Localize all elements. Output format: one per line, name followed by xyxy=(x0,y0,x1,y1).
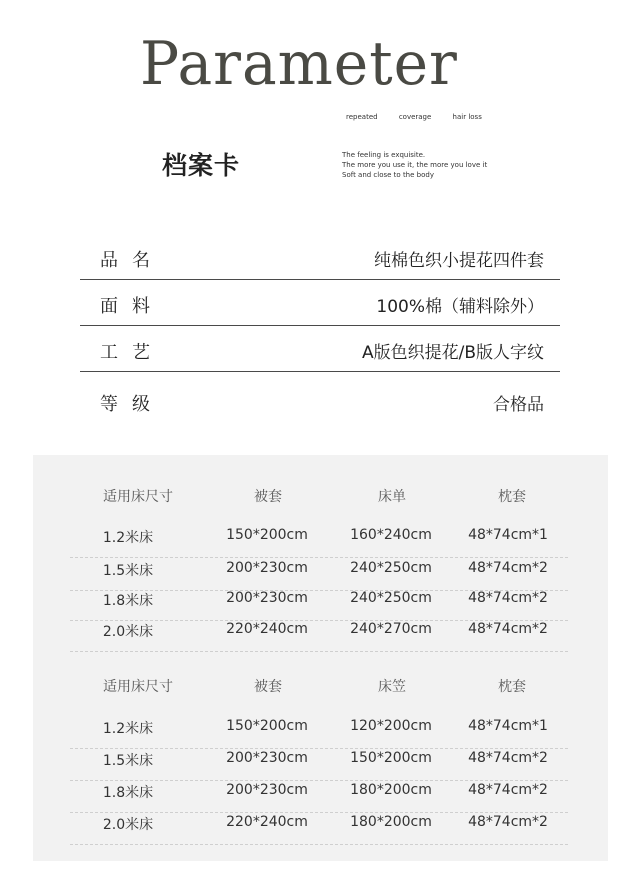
cell-bed-size: 1.5米床 xyxy=(102,563,154,579)
cell-pillowcase: 48*74cm*2 xyxy=(468,814,548,830)
cell-fitted-sheet: 120*200cm xyxy=(350,718,432,734)
spec-row-fabric xyxy=(80,280,560,326)
spec-value: A版色织提花/B版人字纹 xyxy=(361,343,544,363)
cell-duvet-cover: 200*230cm xyxy=(226,750,308,766)
tagline-line-1: The feeling is exquisite. xyxy=(342,151,426,159)
header-pillowcase: 枕套 xyxy=(498,679,526,695)
cell-bed-size: 1.2米床 xyxy=(102,530,154,546)
spec-row-craft xyxy=(80,326,560,372)
table-row xyxy=(70,560,568,591)
header-duvet-cover: 被套 xyxy=(254,679,282,695)
header-pillowcase: 枕套 xyxy=(498,489,526,505)
cell-pillowcase: 48*74cm*1 xyxy=(468,527,548,543)
cell-sheet: 240*250cm xyxy=(350,560,432,576)
table-row xyxy=(70,782,568,813)
cell-duvet-cover: 200*230cm xyxy=(226,590,308,606)
cell-bed-size: 1.8米床 xyxy=(102,593,154,609)
tagline-line-2: The more you use it, the more you love it xyxy=(342,161,488,169)
spec-row-grade xyxy=(80,378,560,424)
table-row xyxy=(70,621,568,652)
table-row xyxy=(70,718,568,749)
header-bed-size: 适用床尺寸 xyxy=(103,679,173,695)
tag-list xyxy=(346,113,501,121)
cell-duvet-cover: 200*230cm xyxy=(226,560,308,576)
table-header-row xyxy=(70,676,568,706)
table-row xyxy=(70,527,568,558)
header-sheet: 床单 xyxy=(378,489,406,505)
cell-pillowcase: 48*74cm*2 xyxy=(468,621,548,637)
tag-repeated: repeated xyxy=(346,113,378,121)
spec-row-product-name xyxy=(80,234,560,280)
cell-sheet: 160*240cm xyxy=(350,527,432,543)
page-subtitle: 档案卡 xyxy=(162,151,241,180)
spec-value: 合格品 xyxy=(493,395,544,415)
header-duvet-cover: 被套 xyxy=(254,489,282,505)
cell-duvet-cover: 220*240cm xyxy=(226,814,308,830)
cell-sheet: 240*270cm xyxy=(350,621,432,637)
spec-value: 纯棉色织小提花四件套 xyxy=(374,251,544,271)
cell-duvet-cover: 150*200cm xyxy=(226,718,308,734)
tag-coverage: coverage xyxy=(398,113,432,121)
table-header-row xyxy=(70,486,568,516)
cell-pillowcase: 48*74cm*1 xyxy=(468,718,548,734)
cell-duvet-cover: 150*200cm xyxy=(226,527,308,543)
tag-hair-loss: hair loss xyxy=(452,113,482,121)
header-fitted-sheet: 床笠 xyxy=(378,679,406,695)
tagline xyxy=(342,150,487,180)
table-row xyxy=(70,590,568,621)
spec-label: 等级 xyxy=(100,394,164,415)
cell-bed-size: 2.0米床 xyxy=(102,817,154,833)
cell-fitted-sheet: 180*200cm xyxy=(350,814,432,830)
cell-sheet: 240*250cm xyxy=(350,590,432,606)
tagline-line-3: Soft and close to the body xyxy=(342,171,434,179)
cell-pillowcase: 48*74cm*2 xyxy=(468,590,548,606)
cell-pillowcase: 48*74cm*2 xyxy=(468,750,548,766)
cell-pillowcase: 48*74cm*2 xyxy=(468,560,548,576)
header-bed-size: 适用床尺寸 xyxy=(103,489,173,505)
cell-bed-size: 1.5米床 xyxy=(102,753,154,769)
cell-bed-size: 1.2米床 xyxy=(102,721,154,737)
cell-bed-size: 1.8米床 xyxy=(102,785,154,801)
cell-duvet-cover: 220*240cm xyxy=(226,621,308,637)
cell-fitted-sheet: 180*200cm xyxy=(350,782,432,798)
cell-bed-size: 2.0米床 xyxy=(102,624,154,640)
spec-label: 品名 xyxy=(100,250,164,271)
table-row xyxy=(70,814,568,845)
cell-fitted-sheet: 150*200cm xyxy=(350,750,432,766)
page-title: Parameter xyxy=(140,29,458,99)
divider xyxy=(80,371,560,372)
table-row xyxy=(70,750,568,781)
cell-pillowcase: 48*74cm*2 xyxy=(468,782,548,798)
spec-label: 面料 xyxy=(100,296,164,317)
spec-value: 100%棉（辅料除外） xyxy=(376,297,544,317)
cell-duvet-cover: 200*230cm xyxy=(226,782,308,798)
spec-label: 工艺 xyxy=(100,342,164,363)
